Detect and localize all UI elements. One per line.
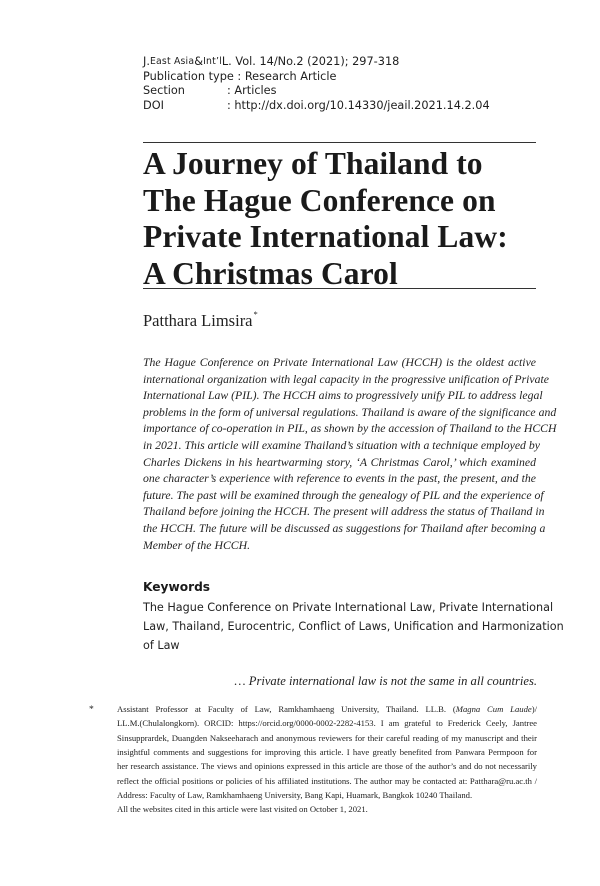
abstract-line: future. The past will be examined through the genealogy of PIL and the experience of [143,488,544,502]
abstract-line: Member of the HCCH. [143,538,251,552]
footnote-line: her research assistance. The views and opinions expressed in this article are those of the author’s and do not necessarily [117,761,537,772]
journal-j: J. [143,55,150,68]
epigraph: … Private international law is not the same in all countries. [234,674,537,688]
keywords-line: Law, Thailand, Eurocentric, Conflict of Laws, Unification and Harmonization [143,620,564,633]
abstract-line: importance of co-operation in PIL, as shown by the accession of Thailand to the HCCH [143,422,557,436]
abstract-line: International Law (PIL). The HCCH aims to progressively unify PIL to address legal [143,389,543,403]
title-line: The Hague Conference on [143,182,496,218]
journal-volume: L. Vol. 14/No.2 (2021); 297-318 [221,55,400,68]
section-label: Section [143,84,185,98]
keywords-line: The Hague Conference on Private International Law, Private International [143,601,554,614]
keywords-heading: Keywords [143,580,211,594]
section-value: : Articles [227,84,277,98]
footnote-line: Address: Faculty of Law, Ramkhamhaeng University, Bang Kapi, Huamark, Bangkok 10240 Thailand. [117,790,473,801]
title-line: A Journey of Thailand to [143,146,483,181]
author-name: Patthara Limsira [143,311,253,330]
footnote-line1-pre: Assistant Professor at Faculty of Law, Ramkhamhaeng University, Thailand. LL.B. ( [117,704,456,714]
footnote-line: insightful comments and suggestions for improving this article. I have greatly benefited from Panwara Permpoon for [117,747,537,758]
abstract-line: the HCCH. The future will be discussed as suggestions for Thailand after becoming a [143,521,546,535]
publication-type-row [143,70,490,85]
abstract-line: one character’s experience with reference to events in the past, the present, and the [143,472,536,486]
title-line: Private International Law: [143,219,508,254]
doi-value[interactable]: : http://dx.doi.org/10.14330/jeail.2021.14.2.04 [227,98,490,112]
abstract-line: The Hague Conference on Private International Law (HCCH) is the oldest active [143,356,536,369]
author-footnote-mark[interactable]: * [253,309,258,319]
section-row [143,84,490,99]
footnote-line: LL.M.(Chulalongkorn). ORCID: https://orcid.org/0000-0002-2282-4153. I am grateful to Frederick Ceely, Jantree [117,718,537,729]
abstract-line: international organization with legal capacity in the progressive unification of Private [143,372,549,386]
journal-intl: Int’l [203,56,222,67]
footnote-line1-post: )/ [531,704,537,714]
footnote-honor: Magna Cum Laude [455,704,532,714]
doi-label: DOI [143,98,164,112]
abstract-line: in 2021. This article will examine Thailand’s situation with a technique employed by [143,438,540,452]
publication-type-value: : Research Article [237,69,337,83]
title-bottom-rule [143,288,536,289]
doi-row [143,99,490,114]
abstract-line: Charles Dickens in his heartwarming story, ‘A Christmas Carol,’ which examined [143,455,536,469]
article-metadata [143,55,490,113]
title-line: A Christmas Carol [143,255,398,291]
abstract-line: Thailand before joining the HCCH. The present will address the status of Thailand in [143,505,545,519]
journal-east-asia: East Asia [149,56,195,67]
journal-amp: & [194,55,204,68]
footnote-line: reflect the official positions or policies of his affiliated institutions. The author may be contacted at: Patthara@ru.ac.th / [117,775,537,786]
footnote-mark: * [89,704,94,715]
abstract [143,355,557,554]
keywords-list [143,598,564,655]
journal-citation [143,55,490,70]
author [143,311,258,331]
publication-type-label: Publication type [143,69,234,83]
keywords-line: of Law [143,639,180,652]
abstract-line: problems in the form of universal regulations. Thailand is aware of the significance and [143,405,557,419]
footnote-line: All the websites cited in this article were last visited on October 1, 2021. [117,804,368,815]
footnote [117,702,537,817]
footnote-line [117,702,537,716]
title-top-rule [143,142,536,143]
footnote-line: Sinsupprardek, Duangden Nakseeharach and anonymous reviewers for their careful reading of my manuscript and their [117,732,537,743]
article-title [143,146,543,292]
